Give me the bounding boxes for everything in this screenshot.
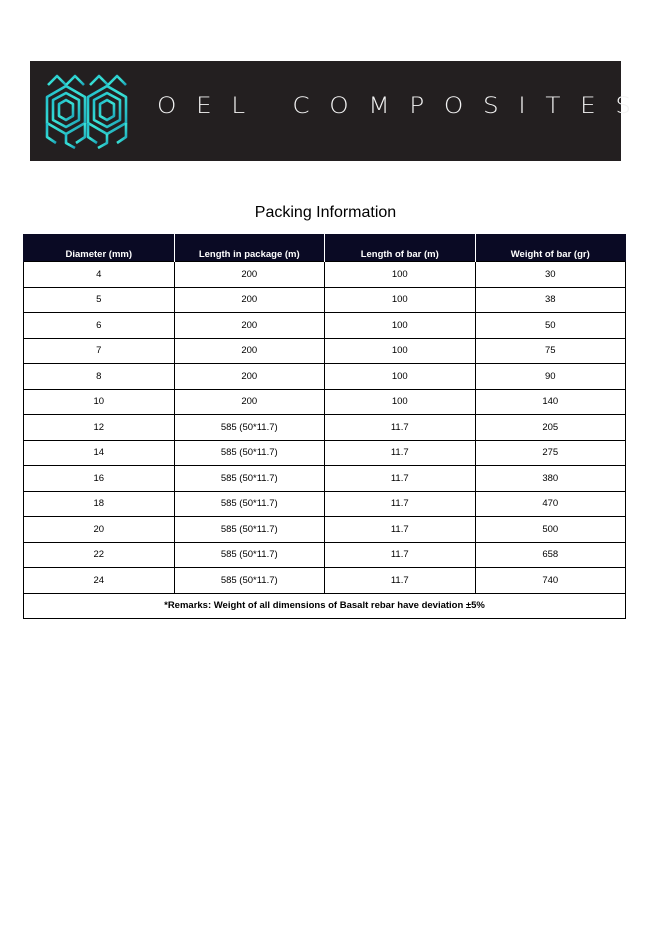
header-banner [30, 61, 651, 161]
cell-diameter: 12 [24, 415, 175, 441]
cell-weight-of-bar: 470 [475, 491, 626, 517]
column-header-length-in-package: Length in package (m) [174, 235, 325, 262]
cell-length-in-package: 585 (50*11.7) [174, 491, 325, 517]
cell-length-in-package: 200 [174, 262, 325, 288]
cell-weight-of-bar: 38 [475, 287, 626, 313]
table-row [24, 262, 626, 288]
packing-table [23, 234, 626, 619]
remarks-note: *Remarks: Weight of all dimensions of Basalt rebar have deviation ±5% [24, 593, 626, 618]
cell-length-of-bar: 100 [325, 389, 476, 415]
hexagon-logo-icon [44, 73, 130, 149]
cell-weight-of-bar: 500 [475, 517, 626, 543]
cell-weight-of-bar: 275 [475, 440, 626, 466]
cell-length-of-bar: 100 [325, 287, 476, 313]
cell-length-in-package: 200 [174, 338, 325, 364]
cell-length-in-package: 200 [174, 389, 325, 415]
cell-length-of-bar: 11.7 [325, 568, 476, 594]
table-row [24, 440, 626, 466]
cell-diameter: 8 [24, 364, 175, 390]
cell-length-in-package: 200 [174, 287, 325, 313]
cell-length-of-bar: 11.7 [325, 542, 476, 568]
cell-weight-of-bar: 90 [475, 364, 626, 390]
cell-length-in-package: 585 (50*11.7) [174, 517, 325, 543]
cell-length-of-bar: 11.7 [325, 440, 476, 466]
table-row [24, 491, 626, 517]
cell-length-of-bar: 11.7 [325, 415, 476, 441]
cell-length-in-package: 200 [174, 313, 325, 339]
cell-weight-of-bar: 658 [475, 542, 626, 568]
table-header-row [24, 235, 626, 262]
cell-weight-of-bar: 140 [475, 389, 626, 415]
cell-length-in-package: 585 (50*11.7) [174, 440, 325, 466]
cell-weight-of-bar: 30 [475, 262, 626, 288]
cell-length-of-bar: 11.7 [325, 517, 476, 543]
cell-diameter: 18 [24, 491, 175, 517]
cell-length-of-bar: 100 [325, 262, 476, 288]
column-header-weight-of-bar: Weight of bar (gr) [475, 235, 626, 262]
table-row [24, 389, 626, 415]
table-row [24, 415, 626, 441]
table-row [24, 287, 626, 313]
cell-length-of-bar: 100 [325, 364, 476, 390]
cell-length-in-package: 585 (50*11.7) [174, 466, 325, 492]
cell-diameter: 22 [24, 542, 175, 568]
cell-length-of-bar: 11.7 [325, 491, 476, 517]
cell-weight-of-bar: 380 [475, 466, 626, 492]
cell-diameter: 5 [24, 287, 175, 313]
cell-diameter: 10 [24, 389, 175, 415]
cell-length-in-package: 585 (50*11.7) [174, 568, 325, 594]
cell-length-in-package: 585 (50*11.7) [174, 542, 325, 568]
cell-diameter: 24 [24, 568, 175, 594]
cell-diameter: 6 [24, 313, 175, 339]
cell-diameter: 16 [24, 466, 175, 492]
cell-length-of-bar: 11.7 [325, 466, 476, 492]
page-title: Packing Information [254, 204, 397, 221]
cell-diameter: 4 [24, 262, 175, 288]
table-row [24, 313, 626, 339]
cell-diameter: 7 [24, 338, 175, 364]
cell-diameter: 14 [24, 440, 175, 466]
cell-length-of-bar: 100 [325, 313, 476, 339]
table-row [24, 517, 626, 543]
cell-diameter: 20 [24, 517, 175, 543]
cell-weight-of-bar: 205 [475, 415, 626, 441]
table-row [24, 542, 626, 568]
table-row [24, 364, 626, 390]
table-row [24, 338, 626, 364]
cell-length-in-package: 200 [174, 364, 325, 390]
table-row [24, 568, 626, 594]
table-row [24, 466, 626, 492]
column-header-length-of-bar: Length of bar (m) [325, 235, 476, 262]
cell-length-in-package: 585 (50*11.7) [174, 415, 325, 441]
remarks-row [24, 593, 626, 618]
cell-weight-of-bar: 75 [475, 338, 626, 364]
column-header-diameter: Diameter (mm) [24, 235, 175, 262]
cell-length-of-bar: 100 [325, 338, 476, 364]
cell-weight-of-bar: 50 [475, 313, 626, 339]
brand-name: OEL COMPOSITES [157, 94, 651, 119]
cell-weight-of-bar: 740 [475, 568, 626, 594]
